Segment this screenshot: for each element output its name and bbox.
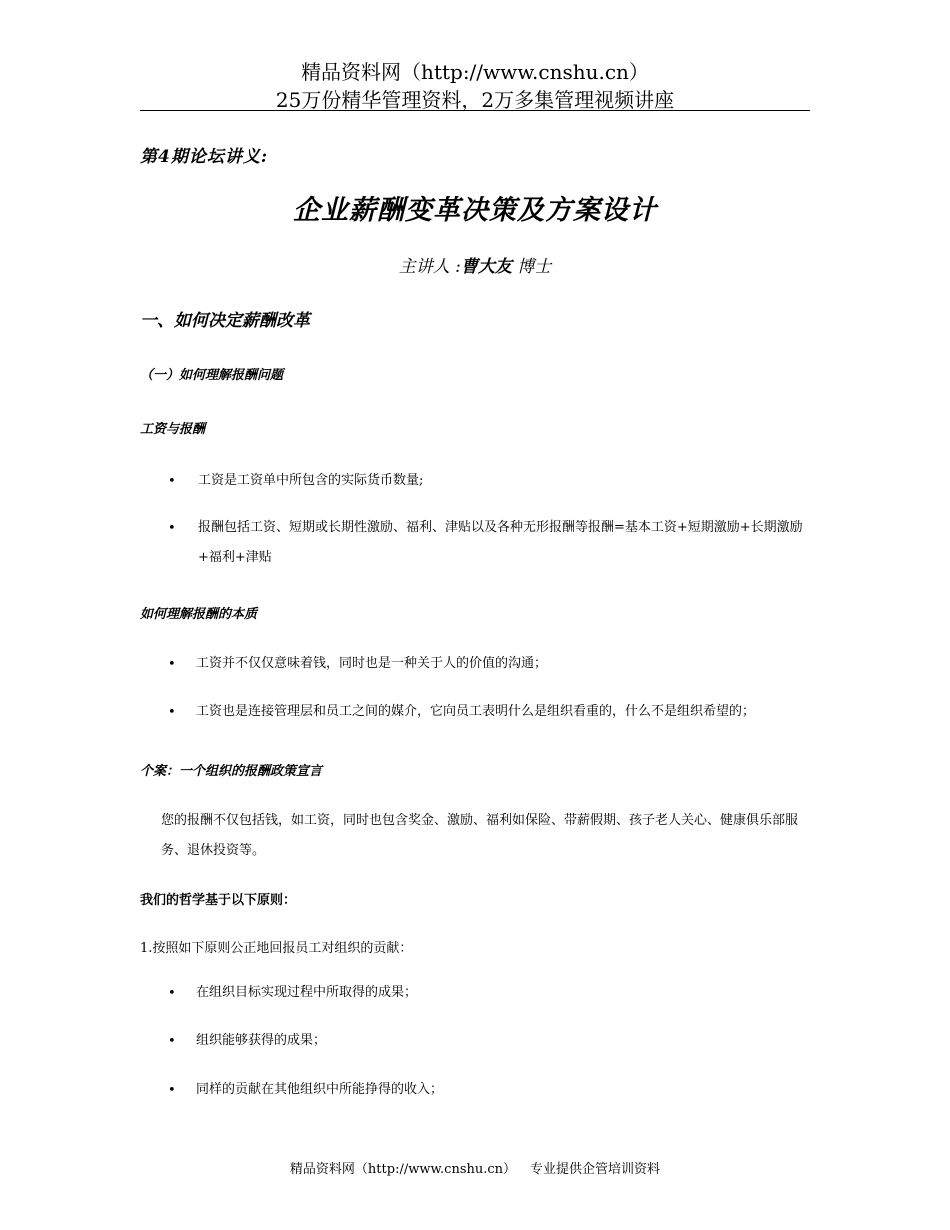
essence-bullet-1: 工资并不仅仅意味着钱，同时也是一种关于人的价值的沟通； [196, 656, 548, 671]
bullet-icon: • [168, 705, 176, 720]
speaker-prefix: 主讲人 : [398, 257, 461, 277]
section-heading-1: 一、如何决定薪酬改革 [140, 311, 310, 331]
header-line-2: 25万份精华管理资料，2万多集管理视频讲座 [275, 88, 675, 112]
bullet-icon: • [168, 474, 176, 489]
principle-bullet-2: 组织能够获得的成果； [196, 1033, 327, 1048]
bullet-icon: • [168, 1034, 176, 1049]
wage-heading: 工资与报酬 [140, 422, 206, 437]
footer-tagline: 专业提供企管培训资料 [530, 1162, 661, 1177]
page-footer [140, 1158, 810, 1177]
bullet-icon: • [168, 521, 176, 536]
philosophy-heading: 我们的哲学基于以下原则： [140, 893, 297, 908]
speaker-title: 博士 [517, 257, 552, 277]
principle-1: 1.按照如下原则公正地回报员工对组织的贡献： [140, 941, 413, 956]
principle-bullet-1: 在组织目标实现过程中所取得的成果； [196, 985, 418, 1000]
header-divider [140, 110, 810, 111]
case-paragraph: 您的报酬不仅包括钱，如工资，同时也包含奖金、激励、福利如保险、带薪假期、孩子老人关心、健康俱乐部服务、退休投资等。 [161, 813, 799, 858]
bullet-icon: • [168, 1083, 176, 1098]
bullet-icon: • [168, 657, 176, 672]
principle-bullet-3: 同样的贡献在其他组织中所能挣得的收入； [196, 1082, 444, 1097]
essence-heading: 如何理解报酬的本质 [140, 607, 258, 622]
footer-site: 精品资料网（http://www.cnshu.cn） [289, 1162, 517, 1177]
document-title: 企业薪酬变革决策及方案设计 [293, 195, 657, 226]
page-header [140, 58, 810, 114]
speaker-line [140, 252, 810, 277]
wage-bullet-2: 报酬包括工资、短期或长期性激励、福利、津贴以及各种无形报酬等报酬=基本工资+短期激励+长期激励+福利+津贴 [198, 520, 803, 565]
essence-bullet-2: 工资也是连接管理层和员工之间的媒介，它向员工表明什么是组织看重的，什么不是组织希望的； [196, 704, 756, 719]
issue-label: 第4期论坛讲义: [140, 147, 269, 167]
case-heading: 个案：一个组织的报酬政策宣言 [140, 764, 323, 779]
subsection-heading-1: （一）如何理解报酬问题 [140, 368, 284, 383]
bullet-icon: • [168, 986, 176, 1001]
header-line-1: 精品资料网（http://www.cnshu.cn） [301, 60, 649, 84]
speaker-name: 曹大友 [460, 257, 512, 277]
wage-bullet-1: 工资是工资单中所包含的实际货币数量; [198, 473, 424, 488]
